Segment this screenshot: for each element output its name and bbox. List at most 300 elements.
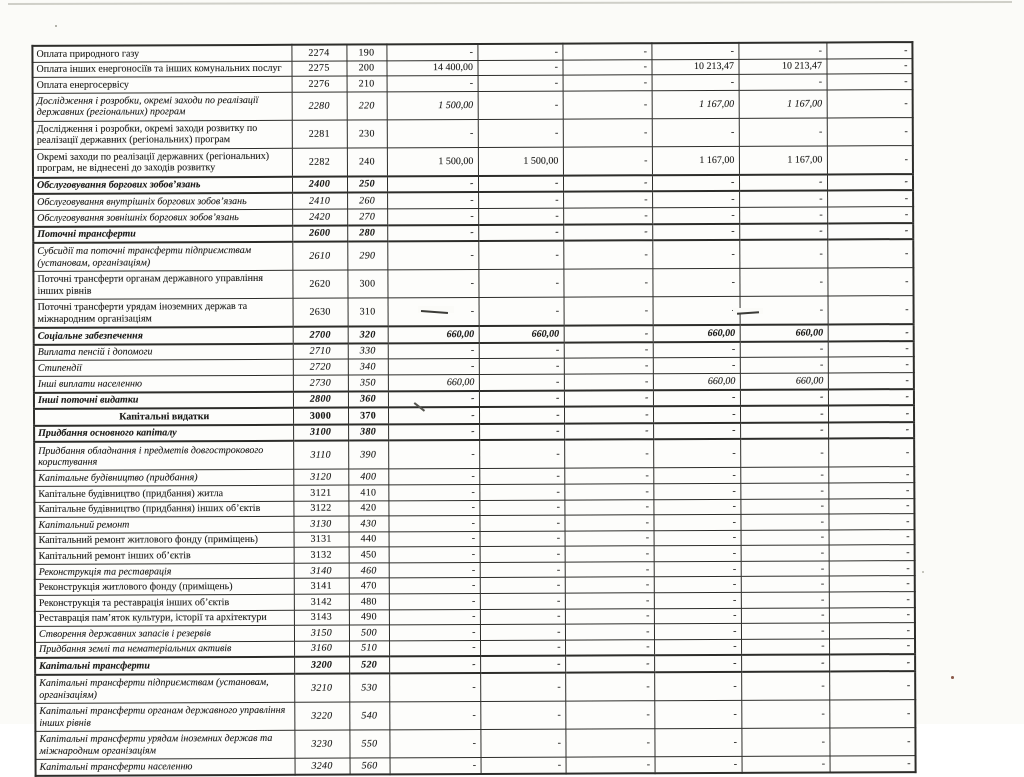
row-value: - xyxy=(478,192,563,208)
row-value: - xyxy=(654,639,741,655)
row-description: Капітальний ремонт xyxy=(34,516,293,533)
row-value: - xyxy=(828,482,914,498)
row-value: - xyxy=(741,545,829,561)
row-value: - xyxy=(389,625,480,641)
row-value: - xyxy=(480,531,565,547)
row-kekv-code: 2281 xyxy=(292,120,347,148)
row-description: Придбання землі та нематеріальних активів xyxy=(35,641,294,658)
row-value: - xyxy=(654,728,741,756)
row-value: - xyxy=(828,405,914,422)
row-kekv-code: 3143 xyxy=(294,610,349,626)
row-kekv-code: 3000 xyxy=(293,408,348,425)
row-line-number: 310 xyxy=(348,298,388,327)
row-line-number: 340 xyxy=(348,359,388,375)
row-value: - xyxy=(564,374,653,390)
row-value: - xyxy=(740,406,828,423)
row-value: - xyxy=(564,297,653,326)
row-value: - xyxy=(389,673,480,702)
row-value: - xyxy=(740,514,828,530)
row-line-number: 440 xyxy=(349,532,389,548)
row-line-number: 250 xyxy=(347,176,387,193)
row-value: - xyxy=(827,239,913,268)
row-value: - xyxy=(740,389,828,406)
row-description: Оплата природного газу xyxy=(32,45,291,62)
row-value: - xyxy=(563,91,652,119)
row-description: Придбання основного капіталу xyxy=(34,425,293,443)
row-description: Реконструкція житлового фонду (приміщень) xyxy=(35,579,294,596)
expenditure-table-body xyxy=(32,42,915,775)
row-value: - xyxy=(828,389,914,406)
row-line-number: 290 xyxy=(347,242,387,271)
row-value: - xyxy=(653,439,740,468)
row-value: - xyxy=(741,639,829,655)
scan-edge-line xyxy=(8,1,1012,5)
row-kekv-code: 2282 xyxy=(292,148,347,177)
row-value: - xyxy=(563,75,652,91)
row-value: - xyxy=(651,43,738,59)
row-kekv-code: 2620 xyxy=(292,270,347,298)
row-line-number: 380 xyxy=(348,424,388,441)
row-value: - xyxy=(829,728,915,756)
row-kekv-code: 2280 xyxy=(292,92,347,120)
row-value: - xyxy=(652,223,739,240)
row-kekv-code: 3142 xyxy=(294,594,349,610)
row-value: - xyxy=(564,484,653,500)
row-value: - xyxy=(563,269,652,297)
row-line-number: 220 xyxy=(347,92,387,120)
row-value: - xyxy=(653,358,740,374)
row-value: - xyxy=(388,424,479,441)
row-line-number: 300 xyxy=(347,270,387,298)
row-value: - xyxy=(387,270,478,298)
row-kekv-code: 3131 xyxy=(294,532,349,548)
row-value: - xyxy=(739,191,827,207)
row-value: - xyxy=(652,118,739,146)
row-value: - xyxy=(829,700,915,728)
row-value: - xyxy=(828,373,914,389)
row-value: - xyxy=(829,623,915,639)
row-value: - xyxy=(480,701,565,729)
row-kekv-code: 3230 xyxy=(294,730,349,758)
row-value: - xyxy=(653,499,740,515)
table-row xyxy=(33,117,913,149)
row-value: - xyxy=(480,562,565,578)
row-value: - xyxy=(740,341,828,357)
row-value: - xyxy=(389,702,480,730)
row-value: - xyxy=(479,358,564,374)
row-value: 660,00 xyxy=(388,374,479,390)
row-value: - xyxy=(653,342,740,358)
row-value: - xyxy=(479,342,564,358)
row-value: - xyxy=(478,269,563,297)
row-value: - xyxy=(654,655,741,672)
row-description: Інші виплати населенню xyxy=(34,375,293,392)
row-value: 660,00 xyxy=(479,326,564,343)
row-value: - xyxy=(479,423,564,440)
scan-artifact-dot xyxy=(951,676,954,679)
row-value: - xyxy=(827,89,913,117)
row-value: - xyxy=(654,546,741,562)
row-kekv-code: 2610 xyxy=(292,242,347,271)
row-value: - xyxy=(654,561,741,577)
row-kekv-code: 2700 xyxy=(293,327,348,344)
row-value: - xyxy=(564,423,653,440)
row-kekv-code: 3160 xyxy=(294,641,349,657)
row-value: 14 400,00 xyxy=(386,60,477,76)
row-description: Обслуговування внутрішніх боргових зобов’язань xyxy=(33,193,292,210)
row-line-number: 470 xyxy=(349,578,389,594)
row-line-number: 520 xyxy=(349,657,389,674)
row-description: Виплата пенсій і допомоги xyxy=(34,344,293,361)
row-value: - xyxy=(740,439,828,468)
row-value: - xyxy=(564,499,653,515)
row-kekv-code: 3200 xyxy=(294,657,349,674)
row-value: - xyxy=(479,468,564,484)
row-value: - xyxy=(388,298,479,327)
row-line-number: 200 xyxy=(346,60,386,76)
row-value: - xyxy=(827,145,913,174)
row-line-number: 530 xyxy=(349,673,389,702)
row-value: 660,00 xyxy=(653,373,740,389)
row-value: - xyxy=(741,700,829,728)
row-value: - xyxy=(388,484,479,500)
row-value: - xyxy=(741,671,829,700)
row-value: - xyxy=(828,498,914,514)
row-value: - xyxy=(563,240,652,269)
row-value: - xyxy=(654,592,741,608)
row-value: - xyxy=(387,119,478,147)
row-description: Створення державних запасів і резервів xyxy=(35,626,294,643)
row-kekv-code: 3120 xyxy=(293,469,348,485)
row-value: 10 213,47 xyxy=(651,59,738,75)
row-value: - xyxy=(739,207,827,223)
row-line-number: 350 xyxy=(348,375,388,391)
table-row xyxy=(33,268,913,300)
row-description: Соціальне забезпечення xyxy=(34,327,293,345)
row-description: Поточні трансферти урядам іноземних держав та міжнародним організаціям xyxy=(34,298,293,328)
row-value: - xyxy=(739,240,827,269)
row-value: - xyxy=(389,594,480,610)
row-description: Дослідження і розробки, окремі заходи розвитку по реалізації державних (регіональних) програм xyxy=(33,120,292,149)
row-kekv-code: 3100 xyxy=(293,424,348,441)
row-value: - xyxy=(565,546,654,562)
row-value: - xyxy=(562,59,651,75)
row-value: - xyxy=(389,578,480,594)
row-value: 660,00 xyxy=(740,325,828,342)
row-kekv-code: 2710 xyxy=(293,343,348,359)
row-value: - xyxy=(564,342,653,358)
row-description: Субсидії та поточні трансферти підприємствам (установам, організаціям) xyxy=(33,242,292,272)
row-line-number: 450 xyxy=(349,547,389,563)
row-value: - xyxy=(739,74,827,90)
row-value: - xyxy=(565,640,654,656)
row-value: - xyxy=(388,500,479,516)
row-kekv-code: 2420 xyxy=(292,209,347,225)
row-value: - xyxy=(740,296,828,325)
row-value: - xyxy=(826,58,912,74)
row-value: - xyxy=(480,578,565,594)
row-value: - xyxy=(389,640,480,656)
row-line-number: 240 xyxy=(347,148,387,177)
row-line-number: 540 xyxy=(349,702,389,730)
row-description: Оплата інших енергоносіїв та інших комунальних послуг xyxy=(32,61,291,78)
row-kekv-code: 3130 xyxy=(293,516,348,532)
row-value: - xyxy=(479,390,564,407)
row-value: - xyxy=(653,423,740,440)
row-value: - xyxy=(829,671,915,700)
row-line-number: 420 xyxy=(348,500,388,516)
row-line-number: 320 xyxy=(348,327,388,344)
row-value: - xyxy=(565,729,654,757)
row-value: - xyxy=(652,268,739,296)
row-value: - xyxy=(827,174,913,191)
row-kekv-code: 2630 xyxy=(293,298,348,327)
row-line-number: 550 xyxy=(349,730,389,758)
row-value: - xyxy=(389,562,480,578)
table-row xyxy=(35,671,915,703)
row-value: - xyxy=(389,609,480,625)
row-kekv-code: 3110 xyxy=(293,441,348,470)
row-kekv-code: 3210 xyxy=(294,674,349,703)
row-value: - xyxy=(830,756,916,772)
row-value: - xyxy=(564,390,653,407)
row-line-number: 230 xyxy=(347,120,387,148)
row-value: - xyxy=(654,672,741,701)
row-kekv-code: 2800 xyxy=(293,391,348,408)
row-value: - xyxy=(828,514,914,530)
row-value: - xyxy=(387,241,478,270)
row-value: - xyxy=(827,74,913,90)
expenditure-table xyxy=(31,41,916,776)
row-description: Капітальні трансферти органам державного управління інших рівнів xyxy=(35,702,294,731)
row-value: - xyxy=(828,467,914,483)
row-description: Поточні трансферти органам державного управління інших рівнів xyxy=(33,270,292,299)
row-value: - xyxy=(565,593,654,609)
table-row xyxy=(33,89,913,121)
row-value: - xyxy=(388,391,479,408)
row-value: - xyxy=(478,224,563,241)
row-description: Капітальний ремонт житлового фонду (приміщень) xyxy=(35,532,294,549)
row-line-number: 500 xyxy=(349,625,389,641)
row-line-number: 560 xyxy=(350,758,390,774)
row-value: - xyxy=(479,440,564,469)
row-value: 660,00 xyxy=(388,326,479,343)
row-value: - xyxy=(827,223,913,240)
row-value: - xyxy=(829,560,915,576)
table-row xyxy=(35,700,915,732)
row-kekv-code: 3141 xyxy=(294,579,349,595)
row-value: - xyxy=(653,468,740,484)
row-value: - xyxy=(652,191,739,207)
row-value: - xyxy=(741,608,829,624)
row-value: - xyxy=(565,656,654,673)
row-line-number: 480 xyxy=(349,594,389,610)
row-value: - xyxy=(480,593,565,609)
row-value: - xyxy=(653,483,740,499)
row-value: - xyxy=(741,655,829,672)
row-description: Капітальне будівництво (придбання) інших об’єктів xyxy=(34,501,293,518)
row-value: - xyxy=(388,469,479,485)
row-line-number: 260 xyxy=(347,193,387,209)
row-value: - xyxy=(563,208,652,224)
row-value: - xyxy=(740,357,828,373)
row-value: - xyxy=(479,374,564,390)
row-value: - xyxy=(827,207,913,223)
row-value: - xyxy=(387,76,478,92)
row-value: - xyxy=(653,389,740,406)
scan-artifact-dot xyxy=(55,25,57,27)
row-value: - xyxy=(565,672,654,701)
row-value: - xyxy=(564,468,653,484)
row-value: - xyxy=(829,592,915,608)
row-kekv-code: 2400 xyxy=(292,176,347,193)
row-value xyxy=(653,296,740,325)
row-value: - xyxy=(480,656,565,673)
row-value: - xyxy=(479,515,564,531)
row-line-number: 370 xyxy=(348,408,388,425)
row-value: - xyxy=(652,240,739,269)
row-value: - xyxy=(479,407,564,424)
row-value: - xyxy=(389,547,480,563)
row-kekv-code: 2274 xyxy=(291,45,346,61)
row-value: - xyxy=(566,757,655,773)
row-value: 1 500,00 xyxy=(387,91,478,119)
row-value: - xyxy=(563,119,652,147)
row-kekv-code: 3122 xyxy=(293,501,348,517)
row-value: - xyxy=(389,656,480,673)
row-value: - xyxy=(563,147,652,176)
row-value: - xyxy=(387,225,478,242)
row-line-number: 210 xyxy=(347,76,387,92)
row-description: Реконструкція та реставрація інших об’єктів xyxy=(35,594,294,611)
row-value: - xyxy=(653,406,740,423)
row-value: - xyxy=(389,730,480,758)
row-kekv-code: 2720 xyxy=(293,359,348,375)
row-value: - xyxy=(741,728,829,756)
row-value: - xyxy=(652,207,739,223)
row-value: - xyxy=(387,176,478,193)
row-value: 1 167,00 xyxy=(652,146,739,175)
row-value: - xyxy=(828,438,914,467)
row-value: - xyxy=(563,192,652,208)
row-line-number: 430 xyxy=(348,516,388,532)
row-value: - xyxy=(827,268,913,296)
row-value: - xyxy=(829,529,915,545)
row-value: - xyxy=(829,607,915,623)
table-row xyxy=(35,728,915,760)
row-value: - xyxy=(739,174,827,191)
row-value: - xyxy=(741,592,829,608)
row-value: - xyxy=(739,223,827,240)
row-value: - xyxy=(738,42,826,58)
row-value: - xyxy=(478,241,563,270)
row-kekv-code: 3140 xyxy=(294,563,349,579)
row-value: - xyxy=(826,42,912,58)
row-value: - xyxy=(741,623,829,639)
row-value: - xyxy=(652,175,739,192)
row-value: - xyxy=(562,43,651,59)
row-value: 10 213,47 xyxy=(738,59,826,75)
row-value: 660,00 xyxy=(740,373,828,389)
row-value: - xyxy=(480,640,565,656)
row-value: - xyxy=(565,562,654,578)
row-value: - xyxy=(478,75,563,91)
row-description: Інші поточні видатки xyxy=(34,391,293,409)
row-value: - xyxy=(480,673,565,702)
row-value: - xyxy=(478,208,563,224)
row-value: - xyxy=(388,407,479,424)
table-row xyxy=(34,438,914,470)
row-value: - xyxy=(741,576,829,592)
row-value: - xyxy=(740,483,828,499)
row-kekv-code: 2410 xyxy=(292,193,347,209)
row-value: - xyxy=(389,531,480,547)
row-value: - xyxy=(480,729,565,757)
row-value: - xyxy=(478,91,563,119)
row-value: - xyxy=(564,406,653,423)
row-value: 1 500,00 xyxy=(387,147,478,176)
row-line-number: 490 xyxy=(349,610,389,626)
row-kekv-code: 3240 xyxy=(295,758,350,774)
row-description: Капітальне будівництво (придбання) житла xyxy=(34,485,293,502)
row-line-number: 400 xyxy=(348,469,388,485)
scan-artifact-dot xyxy=(922,571,924,573)
row-value: - xyxy=(477,60,562,76)
row-value: - xyxy=(652,75,739,91)
row-value: - xyxy=(564,325,653,342)
table-row xyxy=(34,296,914,328)
row-value: - xyxy=(478,175,563,192)
row-description: Капітальні видатки xyxy=(34,408,293,426)
row-value: - xyxy=(565,701,654,729)
row-value: - xyxy=(480,609,565,625)
row-value: - xyxy=(388,359,479,375)
row-kekv-code: 3220 xyxy=(294,702,349,730)
row-value: - xyxy=(565,530,654,546)
row-description: Капітальні трансферти xyxy=(35,657,294,675)
row-description: Обслуговування боргових зобов’язань xyxy=(33,177,292,195)
row-value: - xyxy=(387,208,478,224)
row-line-number: 390 xyxy=(348,441,388,470)
row-value: - xyxy=(739,118,827,146)
row-kekv-code: 3132 xyxy=(294,547,349,563)
row-value: - xyxy=(829,655,915,672)
row-value: - xyxy=(563,224,652,241)
row-value: - xyxy=(654,624,741,640)
row-description: Окремі заходи по реалізації державних (регіональних) програм, не віднесені до заходів розвитку xyxy=(33,148,292,178)
row-value: - xyxy=(740,467,828,483)
row-line-number: 280 xyxy=(347,225,387,242)
row-value: - xyxy=(388,440,479,469)
row-value: - xyxy=(828,341,914,357)
row-line-number: 330 xyxy=(348,343,388,359)
row-value: - xyxy=(481,757,566,773)
row-value: 1 500,00 xyxy=(478,147,563,176)
row-description: Поточні трансферти xyxy=(33,225,292,243)
row-line-number: 190 xyxy=(346,44,386,60)
row-description: Дослідження і розробки, окремі заходи по реалізації державних (регіональних) програм xyxy=(33,92,292,121)
row-value: - xyxy=(828,324,914,341)
row-value: - xyxy=(655,756,742,772)
row-line-number: 360 xyxy=(348,391,388,408)
row-value: - xyxy=(828,296,914,325)
row-value: - xyxy=(741,530,829,546)
row-value: - xyxy=(829,545,915,561)
row-value: - xyxy=(477,44,562,60)
row-value: - xyxy=(653,514,740,530)
row-description: Капітальні трансферти підприємствам (установам, організаціям) xyxy=(35,674,294,704)
row-value: 660,00 xyxy=(653,325,740,342)
